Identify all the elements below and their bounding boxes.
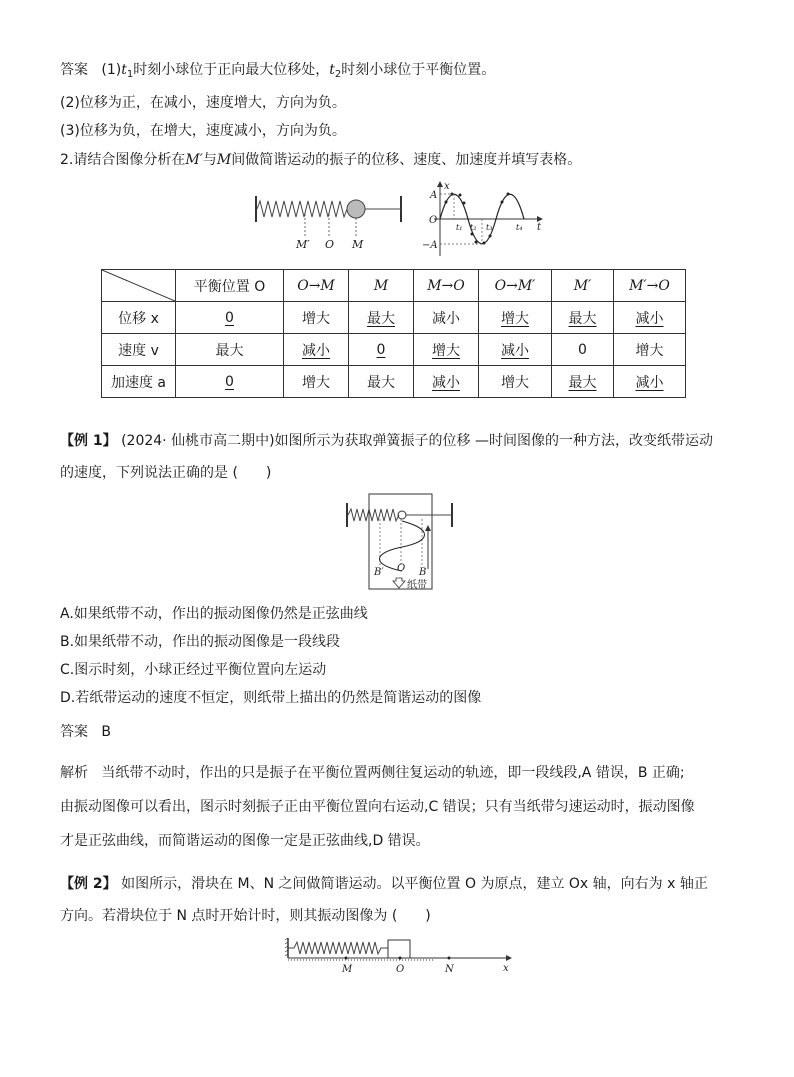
- table-row: [102, 366, 686, 398]
- table-cell: 最大: [349, 366, 414, 398]
- svg-text:M: M: [342, 964, 353, 975]
- analysis-line-1: 解析 当纸带不动时，作出的只是振子在平衡位置两侧往复运动的轨迹，即一段线段,A 错误，B 正确;: [60, 765, 685, 781]
- svg-text:x: x: [503, 963, 509, 974]
- svg-text:t: t: [537, 222, 542, 233]
- svg-text:t₄: t₄: [516, 223, 523, 232]
- svg-text:t₂: t₂: [470, 223, 477, 232]
- row-label: 加速度 a: [102, 366, 176, 398]
- svg-text:−A: −A: [422, 240, 438, 251]
- displacement-time-graph: [420, 178, 550, 260]
- label-m: M: [352, 238, 364, 251]
- option-d: D.若纸带运动的速度不恒定，则纸带上描出的仍然是简谐运动的图像: [60, 690, 482, 706]
- table-cell: 0: [349, 334, 414, 366]
- table-cell: 增大: [479, 366, 552, 398]
- table-cell: 减小: [614, 366, 686, 398]
- table-header-cell: M→O: [414, 270, 479, 302]
- svg-text:B: B: [419, 567, 427, 578]
- answer-label: 答案: [60, 62, 88, 78]
- tape-apparatus-figure: [342, 493, 460, 593]
- table-cell: 0: [176, 366, 284, 398]
- svg-text:O: O: [429, 215, 438, 226]
- example-2-tag: 【例 2】: [60, 876, 117, 892]
- label-o: O: [325, 238, 335, 251]
- down-arrow-icon: [393, 578, 405, 588]
- table-cell: 增大: [284, 302, 349, 334]
- example-1-tag: 【例 1】: [60, 433, 117, 449]
- label-m-prime: M′: [296, 238, 310, 251]
- table-cell: 最大: [176, 334, 284, 366]
- slider-block: [388, 940, 410, 958]
- svg-text:x: x: [444, 181, 450, 192]
- table-cell: 最大: [552, 302, 614, 334]
- table-row: [102, 334, 686, 366]
- example-1-line-2: 的速度，下列说法正确的是 ( ): [60, 465, 272, 481]
- spring-oscillator-figure: [250, 186, 410, 256]
- svg-text:B′: B′: [374, 567, 384, 578]
- option-b: B.如果纸带不动，作出的振动图像是一段线段: [60, 634, 341, 650]
- ball: [347, 200, 365, 218]
- table-header-cell: O→M: [284, 270, 349, 302]
- option-a: A.如果纸带不动，作出的振动图像仍然是正弦曲线: [60, 606, 368, 622]
- table-header-row: [102, 270, 686, 302]
- answer-line-1: 答案 $(1)t_1$时刻小球位于正向最大位移处，$t_2$时刻小球位于平衡位置。: [60, 62, 496, 80]
- question-2: 2.请结合图像分析在M′与M间做简谐运动的振子的位移、速度、加速度并填写表格。: [60, 152, 582, 168]
- example-1-answer: 答案 B: [60, 724, 111, 740]
- motion-table: [101, 269, 686, 398]
- svg-text:N: N: [445, 964, 454, 975]
- table-header-cell: M′→O: [614, 270, 686, 302]
- table-cell: 减小: [414, 366, 479, 398]
- table-header-cell: M: [349, 270, 414, 302]
- diagonal-header-cell: [102, 270, 176, 302]
- table-cell: 减小: [414, 302, 479, 334]
- table-cell: 0: [176, 302, 284, 334]
- answer-line-2: (2)位移为正，在减小，速度增大，方向为负。: [60, 95, 346, 111]
- answer-line-3: (3)位移为负，在增大，速度减小，方向为负。: [60, 123, 346, 139]
- svg-text:O: O: [396, 964, 405, 975]
- analysis-line-2: 由振动图像可以看出，图示时刻振子正由平衡位置向右运动,C 错误；只有当纸带匀速运动时，振动图像: [60, 799, 695, 815]
- row-label: 速度 v: [102, 334, 176, 366]
- table-cell: 增大: [414, 334, 479, 366]
- table-cell: 增大: [479, 302, 552, 334]
- table-header-cell: 平衡位置 O: [176, 270, 284, 302]
- table-cell: 减小: [614, 302, 686, 334]
- table-header-cell: O→M′: [479, 270, 552, 302]
- example-2-line-2: 方向。若滑块位于 N 点时开始计时，则其振动图像为 ( ): [60, 908, 431, 924]
- example-1-line-1: 【例 1】 (2024· 仙桃市高二期中)如图所示为获取弹簧振子的位移 —时间图像的一种方法，改变纸带运动: [60, 433, 713, 449]
- option-c: C.图示时刻，小球正经过平衡位置向左运动: [60, 662, 327, 678]
- svg-text:t₃: t₃: [486, 223, 493, 232]
- spring: [257, 201, 347, 217]
- table-cell: 增大: [284, 366, 349, 398]
- analysis-line-3: 才是正弦曲线，而简谐运动的图像一定是正弦曲线,D 错误。: [60, 833, 430, 849]
- table-cell: 减小: [479, 334, 552, 366]
- example-2-line-1: 【例 2】 如图所示，滑块在 M、N 之间做简谐运动。以平衡位置 O 为原点，建立 Ox 轴，向右为 x 轴正: [60, 876, 708, 892]
- svg-text:A: A: [430, 190, 438, 201]
- svg-text:t₁: t₁: [456, 223, 463, 232]
- svg-text:纸带: 纸带: [407, 580, 427, 591]
- table-cell: 减小: [284, 334, 349, 366]
- table-header-cell: M′: [552, 270, 614, 302]
- table-cell: 最大: [349, 302, 414, 334]
- table-row: [102, 302, 686, 334]
- table-cell: 最大: [552, 366, 614, 398]
- table-cell: 0: [552, 334, 614, 366]
- row-label: 位移 x: [102, 302, 176, 334]
- slider-spring-figure: [284, 934, 516, 976]
- table-cell: 增大: [614, 334, 686, 366]
- svg-text:O: O: [397, 563, 406, 574]
